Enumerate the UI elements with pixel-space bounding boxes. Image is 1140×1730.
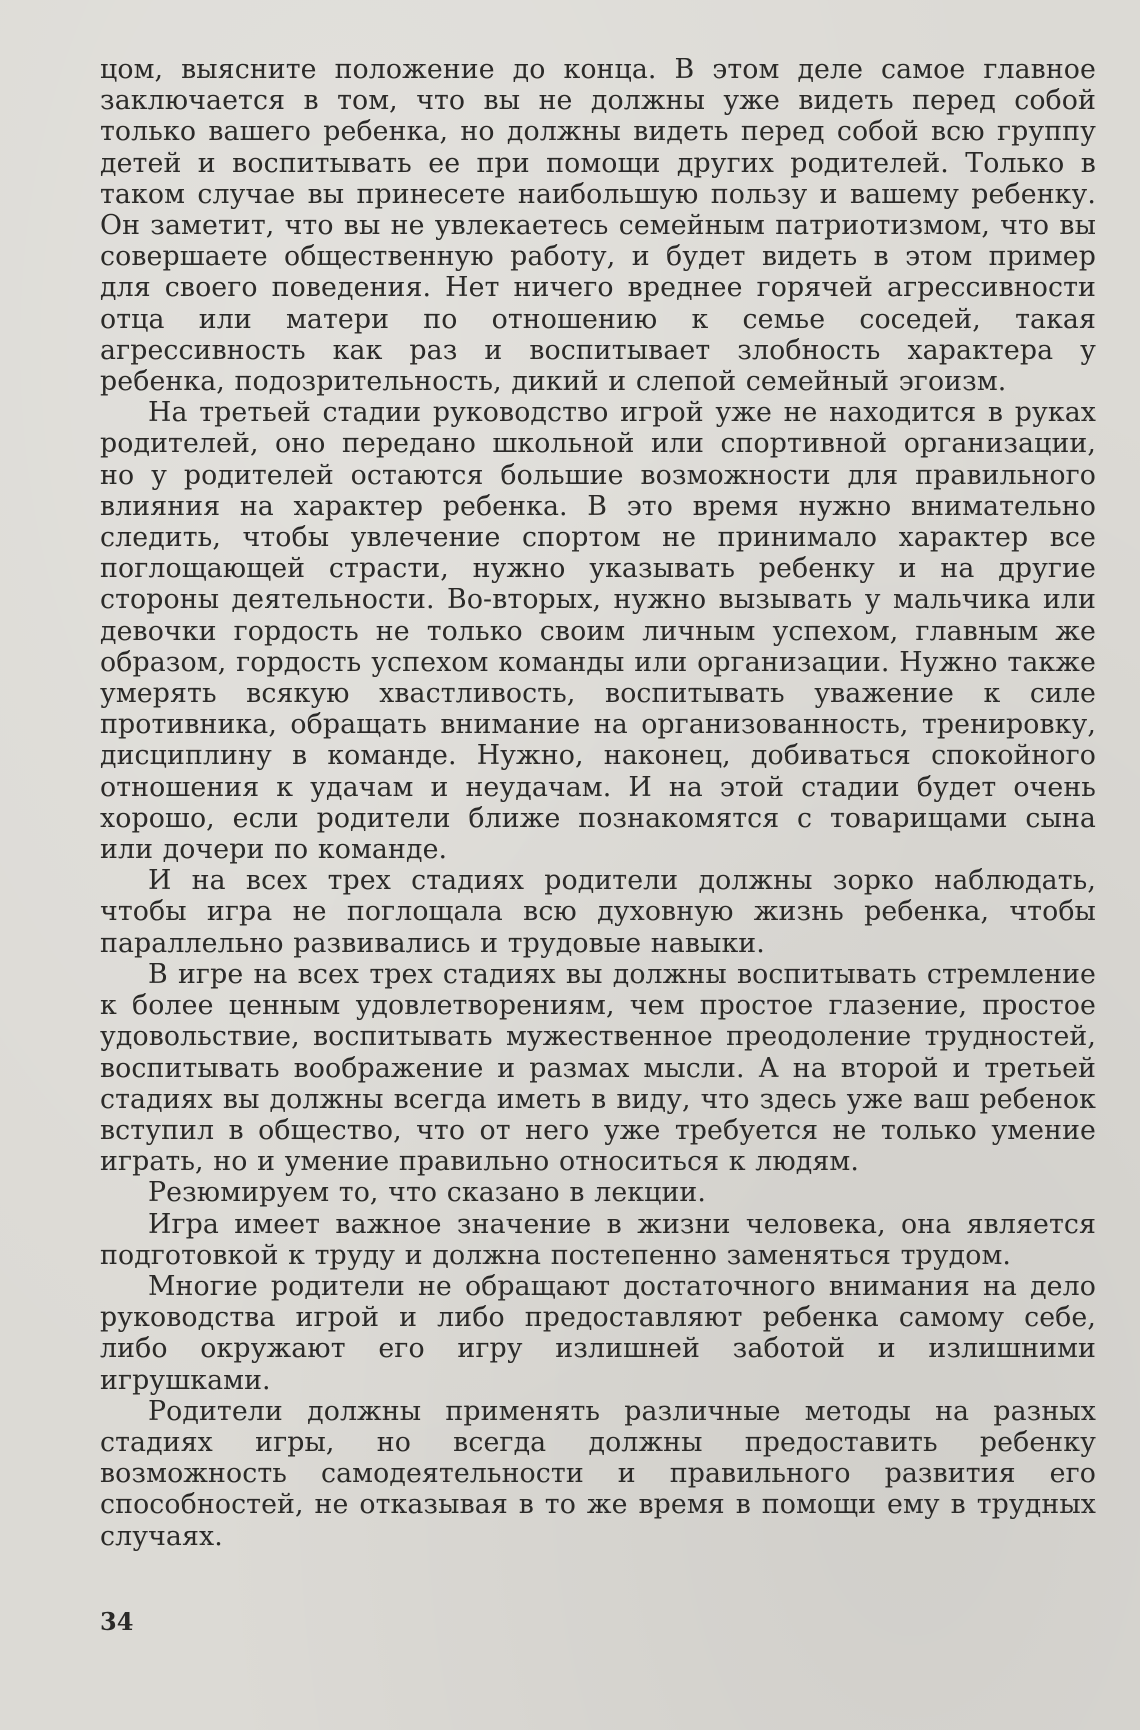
page-text (100, 54, 1096, 1552)
paragraph-3: И на всех трех стадиях родители должны зорко наблюдать, чтобы игра не поглощала всю духовную жизнь ребенка, чтобы параллельно развивались и трудовые навыки. (100, 865, 1096, 959)
paragraph-6: Игра имеет важное значение в жизни человека, она является подготовкой к труду и должна постепенно заменяться трудом. (100, 1208, 1096, 1271)
paragraph-7: Многие родители не обращают достаточного внимания на дело руководства игрой и либо предоставляют ребенка самому себе, либо окружают его игру излишней заботой и излишними игрушками. (100, 1270, 1096, 1396)
paragraph-2: На третьей стадии руководство игрой уже не находится в руках родителей, оно передано школьной или спортивной организации, но у родителей остаются большие возможности для правильного влияния на характер ребенка. В это время нужно внимательно следить, чтобы увлечение спортом не принимало характер все поглощающей страсти, нужно указывать ребенку и на другие стороны деятельности. Во-вторых, нужно вызывать у мальчика или девочки гордость не только своим личным успехом, главным же образом, гордость успехом команды или организации. Нужно также умерять всякую хвастливость, воспитывать уважение к силе противника, обращать внимание на организованность, тренировку, дисциплину в команде. Нужно, наконец, добиваться спокойного отношения к удачам и неудачам. И на этой стадии будет очень хорошо, если родители ближе познакомятся с товарищами сына или дочери по команде. (100, 397, 1096, 866)
page-number: 34 (100, 1607, 134, 1636)
paragraph-8: Родители должны применять различные методы на разных стадиях игры, но всегда должны предоставить ребенку возможность самодеятельности и правильного развития его способностей, не отказывая в то же время в помощи ему в трудных случаях. (100, 1395, 1096, 1552)
paragraph-1: цом, выясните положение до конца. В этом деле самое главное заключается в том, что вы не должны уже видеть перед собой только вашего ребенка, но должны видеть перед собой всю группу детей и воспитывать ее при помощи других родителей. Только в таком случае вы принесете наибольшую пользу и вашему ребенку. Он заметит, что вы не увлекаетесь семейным патриотизмом, что вы совершаете общественную работу, и будет видеть в этом пример для своего поведения. Нет ничего вреднее горячей агрессивности отца или матери по отношению к семье соседей, такая агрессивность как раз и воспитывает злобность характера у ребенка, подозрительность, дикий и слепой семейный эгоизм. (100, 54, 1096, 398)
paragraph-5: Резюмируем то, что сказано в лекции. (148, 1177, 707, 1209)
paragraph-4: В игре на всех трех стадиях вы должны воспитывать стремление к более ценным удовлетворениям, чем простое глазение, простое удовольствие, воспитывать мужественное преодоление трудностей, воспитывать воображение и размах мысли. А на второй и третьей стадиях вы должны всегда иметь в виду, что здесь уже ваш ребенок вступил в общество, что от него уже требуется не только умение играть, но и умение правильно относиться к людям. (100, 958, 1096, 1178)
